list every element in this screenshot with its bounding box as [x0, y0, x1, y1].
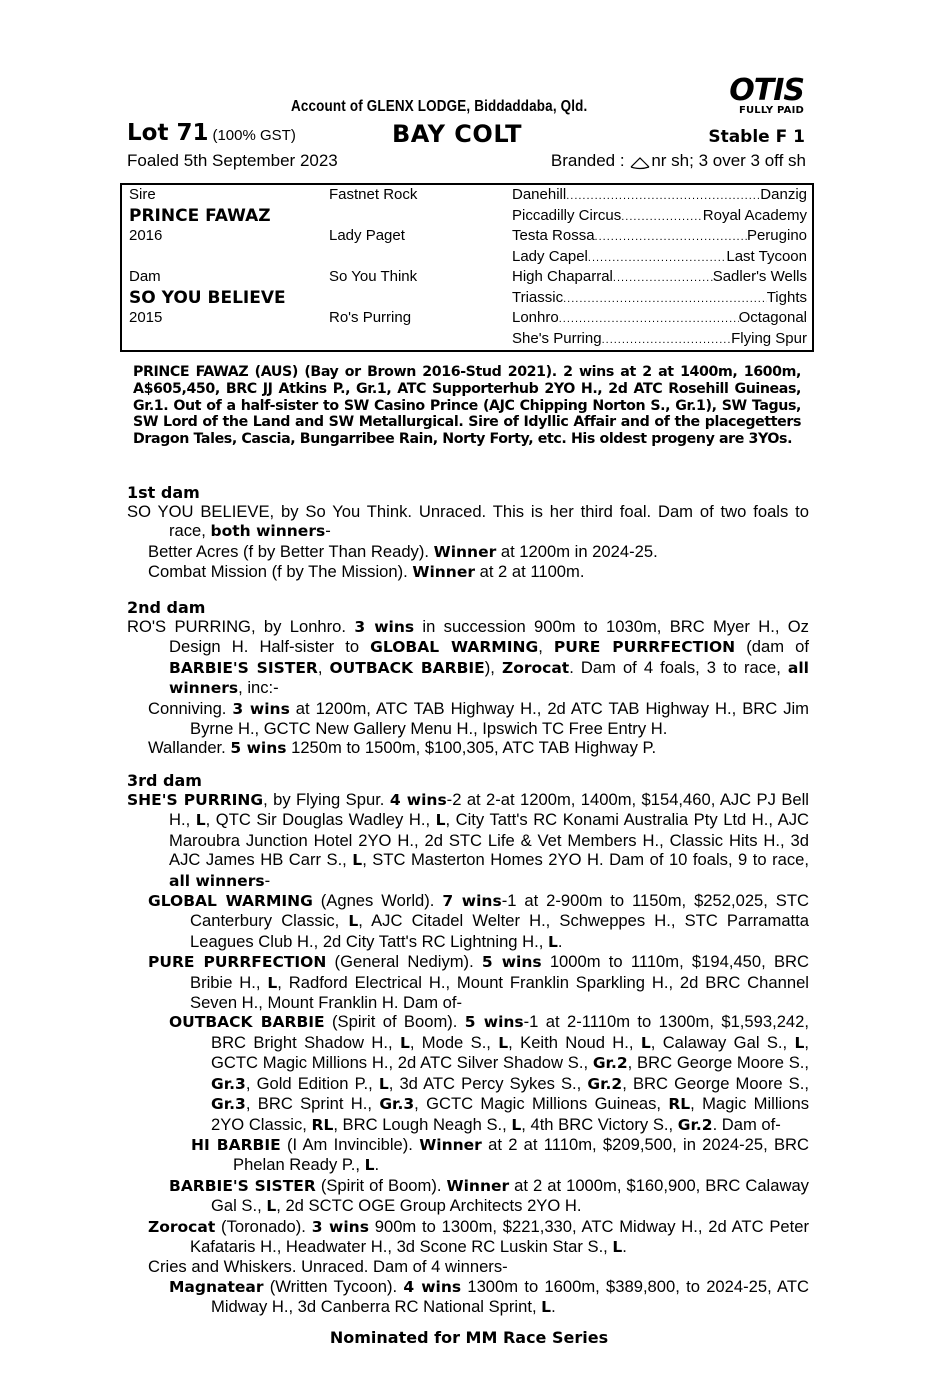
lot-number: Lot 71	[127, 120, 209, 146]
dam-dam: Ro's Purring	[329, 309, 412, 326]
foal-entry-cries-and-whiskers: Cries and Whiskers. Unraced. Dam of 4 winners-	[148, 1257, 508, 1277]
sire-name: PRINCE FAWAZ	[129, 205, 271, 226]
pedigree-grandparents-column	[329, 185, 509, 329]
pedigree-row: Triassic ..... Tights	[512, 288, 807, 309]
foal-entry: Better Acres (f by Better Than Ready). Winner at 1200m in 2024-25.	[148, 541, 658, 561]
brand-mark-icon	[629, 155, 651, 169]
fully-paid-label: FULLY PAID	[738, 105, 804, 116]
section-title: 3rd dam	[127, 771, 202, 790]
foal-entry-outback-barbie: OUTBACK BARBIE (Spirit of Boom). 5 wins-1 at 2-1110m to 1300m, $1,593,242, BRC Bright Shadow H., L, Mode S., L, Keith Noud H., L, Calaway Gal S., L, GCTC Magic Millions H., 2d ATC Silver Shadow S., Gr.2, BRC George Moore S., Gr.3, Gold Edition P., L, 3d ATC Percy Sykes S., Gr.2, BRC George Moore S., Gr.3, BRC Sprint H., Gr.3, GCTC Magic Millions Guineas, RL, Magic Millions 2YO Classic, RL, BRC Lough Neagh S., L, 4th BRC Victory S., Gr.2. Dam of-	[169, 1012, 809, 1134]
gst-note: (100% GST)	[212, 127, 296, 144]
vendor-account: Account of GLENX LODGE, Biddaddaba, Qld.	[291, 98, 588, 115]
pedigree-row: High Chaparral ..... Sadler's Wells	[512, 267, 807, 288]
foaled-date: Foaled 5th September 2023	[127, 151, 338, 170]
nomination-note: Nominated for MM Race Series	[329, 1328, 609, 1347]
dam-paragraph: RO'S PURRING, by Lonhro. 3 wins in succession 900m to 1030m, BRC Myer H., Oz Design H. Half-sister to GLOBAL WARMING, PURE PURRFECTION (dam of BARBIE'S SISTER, OUTBACK BARBIE), Zorocat. Dam of 4 foals, 3 to race, all winners, inc:-	[127, 617, 809, 698]
otis-logo	[722, 73, 804, 118]
dam-paragraph: SO YOU BELIEVE, by So You Think. Unraced. This is her third foal. Dam of two foals to race, both winners-	[127, 502, 809, 541]
dam-paragraph: SHE'S PURRING, by Flying Spur. 4 wins-2 at 2-at 1200m, 1400m, $154,460, AJC PJ Bell H., L, QTC Sir Douglas Wadley H., L, City Tatt's RC Konami Australia Pty Ltd H., AJC Maroubra Junction Hotel 2YO H., 2d STC Life & Vet Members H., Classic Hits H., 3d AJC James HB Carr S., L, STC Masterton Homes 2YO H. Dam of 10 foals, 9 to race, all winners-	[127, 790, 809, 890]
sire-dam: Lady Paget	[329, 227, 405, 244]
pedigree-great-grandparents-column	[512, 185, 807, 349]
pedigree-row: Piccadilly Circus ..... Royal Academy	[512, 206, 807, 227]
third-dam-section	[127, 771, 809, 1318]
dam-sire: So You Think	[329, 268, 418, 285]
foal-entry-hi-barbie: HI BARBIE (I Am Invincible). Winner at 2 at 1110m, $209,500, in 2024-25, BRC Phelan Ready P., L.	[191, 1134, 809, 1175]
sire-year: 2016	[129, 227, 163, 244]
pedigree-row: She's Purring ..... Flying Spur	[512, 329, 807, 350]
branded-label: Branded :	[550, 151, 625, 170]
pedigree-row: Lonhro ..... Octagonal	[512, 308, 807, 329]
branded-text: nr sh; 3 over 3 off sh	[651, 151, 806, 170]
section-title: 1st dam	[127, 483, 200, 502]
pedigree-row: Lady Capel ..... Last Tycoon	[512, 247, 807, 268]
stable-location: Stable F 1	[708, 127, 805, 147]
section-title: 2nd dam	[127, 598, 206, 617]
first-dam-section	[127, 483, 809, 583]
sire-summary: PRINCE FAWAZ (AUS) (Bay or Brown 2016-Stud 2021). 2 wins at 2 at 1400m, 1600m, A$605,450, BRC JJ Atkins P., Gr.1, ATC Supporterhub 2YO H., 2d ATC Rosehill Guineas, Gr.1. Out of a half-sister to SW Casino Prince (AJC Chipping Norton S., Gr.1), SW Tagus, SW Lord of the Land and SW Metallurgical. Sire of Idyllic Affair and of the placegetters Dragon Tales, Cascia, Bungarribee Rain, Norty Forty, etc. His oldest progeny are 3YOs.	[133, 364, 801, 448]
dam-label: Dam	[129, 268, 161, 285]
otis-brand: OTIS	[729, 73, 804, 108]
lot-title: BAY COLT	[392, 120, 523, 148]
pedigree-row: Danehill ..... Danzig	[512, 185, 807, 206]
sire-sire: Fastnet Rock	[329, 186, 418, 203]
foal-entry: Wallander. 5 wins 1250m to 1500m, $100,305, ATC TAB Highway P.	[148, 738, 657, 758]
pedigree-row: Testa Rossa ..... Perugino	[512, 226, 807, 247]
foal-entry-global-warming: GLOBAL WARMING (Agnes World). 7 wins-1 at 2-900m to 1150m, $252,025, STC Canterbury Classic, L, AJC Citadel Welter H., Schweppes H., STC Parramatta Leagues Club H., 2d City Tatt's RC Lightning H., L.	[148, 891, 809, 951]
foal-entry: Combat Mission (f by The Mission). Winner at 2 at 1100m.	[148, 562, 585, 582]
sire-label: Sire	[129, 186, 156, 203]
foal-entry-magnatear: Magnatear (Written Tycoon). 4 wins 1300m to 1600m, $389,800, to 2024-25, ATC Midway H., 3d Canberra RC National Sprint, L.	[169, 1276, 809, 1317]
pedigree-parents-column	[129, 185, 319, 329]
branded-info	[551, 151, 806, 171]
foal-entry-zorocat: Zorocat (Toronado). 3 wins 900m to 1300m, $221,330, ATC Midway H., 2d ATC Peter Kafataris H., Headwater H., 3d Scone RC Luskin Star S., L.	[148, 1216, 809, 1256]
lot-heading	[127, 120, 296, 146]
foal-entry: Conniving. 3 wins at 1200m, ATC TAB Highway H., 2d ATC TAB Highway H., BRC Jim Byrne H., GCTC New Gallery Menu H., Ipswich TC Free Entry H.	[148, 698, 809, 739]
dam-name: SO YOU BELIEVE	[129, 287, 286, 308]
foal-entry-pure-purrfection: PURE PURRFECTION (General Nediym). 5 wins 1000m to 1110m, $194,450, BRC Bribie H., L, Radford Electrical H., Mount Franklin Sparkling H., 2d BRC Channel Seven H., Mount Franklin H. Dam of-	[148, 952, 809, 1013]
dam-year: 2015	[129, 309, 163, 326]
pedigree-table	[120, 183, 814, 352]
second-dam-section	[127, 598, 809, 759]
foal-entry-barbies-sister: BARBIE'S SISTER (Spirit of Boom). Winner at 2 at 1000m, $160,900, BRC Calaway Gal S., L, 2d SCTC OGE Group Architects 2YO H.	[169, 1175, 809, 1216]
